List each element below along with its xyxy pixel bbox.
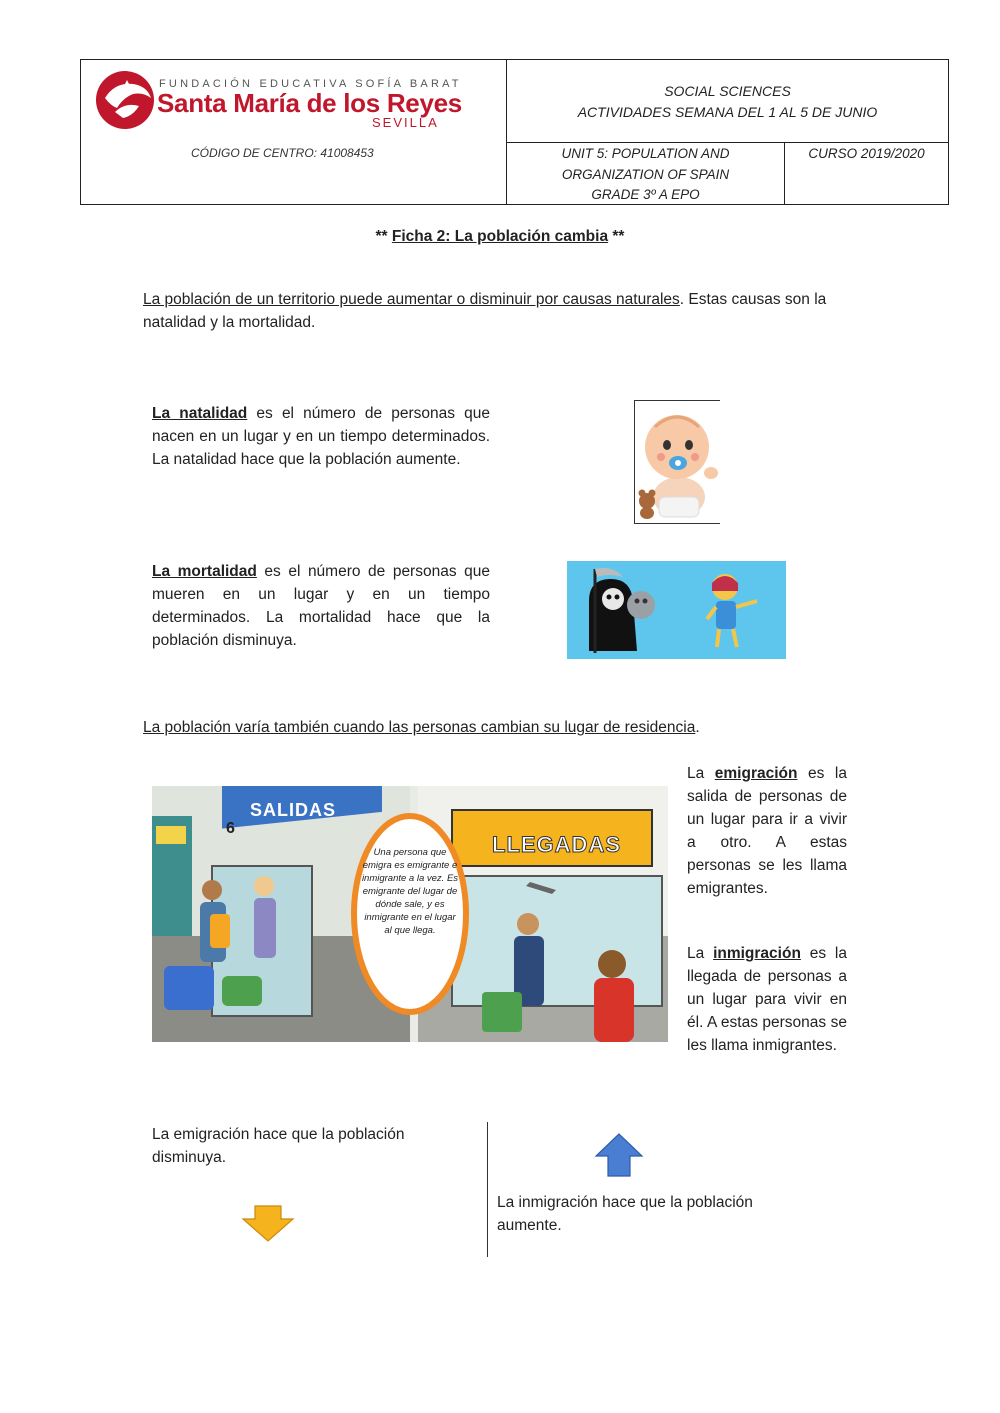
intro-paragraph: [143, 288, 863, 334]
emigracion-paragraph: [687, 762, 847, 900]
mortalidad-term: La mortalidad: [152, 563, 257, 580]
baby-illustration: [634, 400, 720, 524]
logo-city: SEVILLA: [372, 115, 439, 130]
school-logo: [81, 60, 506, 204]
natalidad-paragraph: [152, 402, 490, 471]
emigracion-term: emigración: [714, 765, 798, 782]
inmigracion-paragraph: [687, 942, 847, 1057]
inmigracion-pre: La: [687, 945, 714, 962]
arrow-down-icon: [241, 1205, 295, 1243]
title-text: Ficha 2: La población cambia: [391, 228, 609, 245]
inmigracion-text: es la llegada de personas a un lugar para vivir en él. A estas personas se les llama inmigrantes.: [687, 945, 847, 1054]
natalidad-text: es el número de personas que nacen en un lugar y en un tiempo determinados. La natalidad hace que la población aumente.: [152, 405, 490, 468]
logo-school-name: Santa María de los Reyes: [157, 88, 462, 118]
header-table: [80, 59, 949, 205]
title-suffix: **: [608, 228, 625, 245]
mortalidad-paragraph: [152, 560, 490, 652]
header-subject-cell: [507, 81, 948, 123]
speech-bubble-text: Una persona que emigra es emigrante e inmigrante a la vez. Es emigrante del lugar de dónde sale, y es inmigrante en el lugar al que llega.: [361, 847, 459, 936]
header-divider-horizontal: [506, 142, 948, 143]
residence-underlined: La población varía también cuando las personas cambian su lugar de residencia: [143, 719, 696, 736]
baby-icon: [635, 401, 719, 523]
logo-foundation-text: FUNDACIÓN EDUCATIVA SOFÍA BARAT: [159, 78, 462, 90]
immigration-effect-text: La inmigración hace que la población aumente.: [497, 1194, 753, 1234]
residence-rest: .: [695, 719, 700, 736]
centre-code: CÓDIGO DE CENTRO: 41008453: [191, 146, 374, 160]
logo-emblem-icon: [93, 68, 163, 132]
unit-line-3: GRADE 3º A EPO: [591, 187, 700, 202]
title-prefix: **: [375, 228, 392, 245]
death-illustration: [567, 561, 786, 659]
inmigracion-term: inmigración: [713, 945, 801, 962]
grim-reaper-icon: [567, 561, 786, 659]
llegadas-sign: LLEGADAS: [492, 832, 621, 857]
activities-week: ACTIVIDADES SEMANA DEL 1 AL 5 DE JUNIO: [577, 104, 878, 120]
emigracion-text: es la salida de personas de un lugar para ir a vivir a otro. A estas personas se les llama emigrantes.: [687, 765, 847, 897]
unit-line-2: ORGANIZATION OF SPAIN: [561, 166, 730, 182]
subject: SOCIAL SCIENCES: [664, 83, 791, 99]
header-unit-cell: [507, 144, 784, 206]
salidas-sign: SALIDAS: [250, 800, 337, 820]
page-title: [0, 228, 1000, 246]
airport-illustration: [152, 786, 668, 1042]
mortalidad-text: es el número de personas que mueren en un lugar y en un tiempo determinados. La mortalidad hace que la población disminuya.: [152, 563, 490, 649]
unit-line-1: UNIT 5: POPULATION AND: [561, 146, 730, 161]
course: CURSO 2019/2020: [808, 146, 925, 161]
gate-number: 6: [226, 820, 235, 837]
natalidad-term: La natalidad: [152, 405, 248, 422]
emigracion-pre: La: [687, 765, 715, 782]
intro-rest: . Estas causas son la natalidad y la mortalidad.: [143, 291, 827, 331]
column-divider: [487, 1122, 488, 1257]
emigration-effect-text: La emigración hace que la población disminuya.: [152, 1126, 405, 1166]
header-course-cell: [785, 144, 948, 165]
arrow-up-icon: [594, 1132, 644, 1178]
intro-underlined: La población de un territorio puede aumentar o disminuir por causas naturales: [143, 291, 680, 308]
residence-paragraph: [143, 716, 863, 739]
